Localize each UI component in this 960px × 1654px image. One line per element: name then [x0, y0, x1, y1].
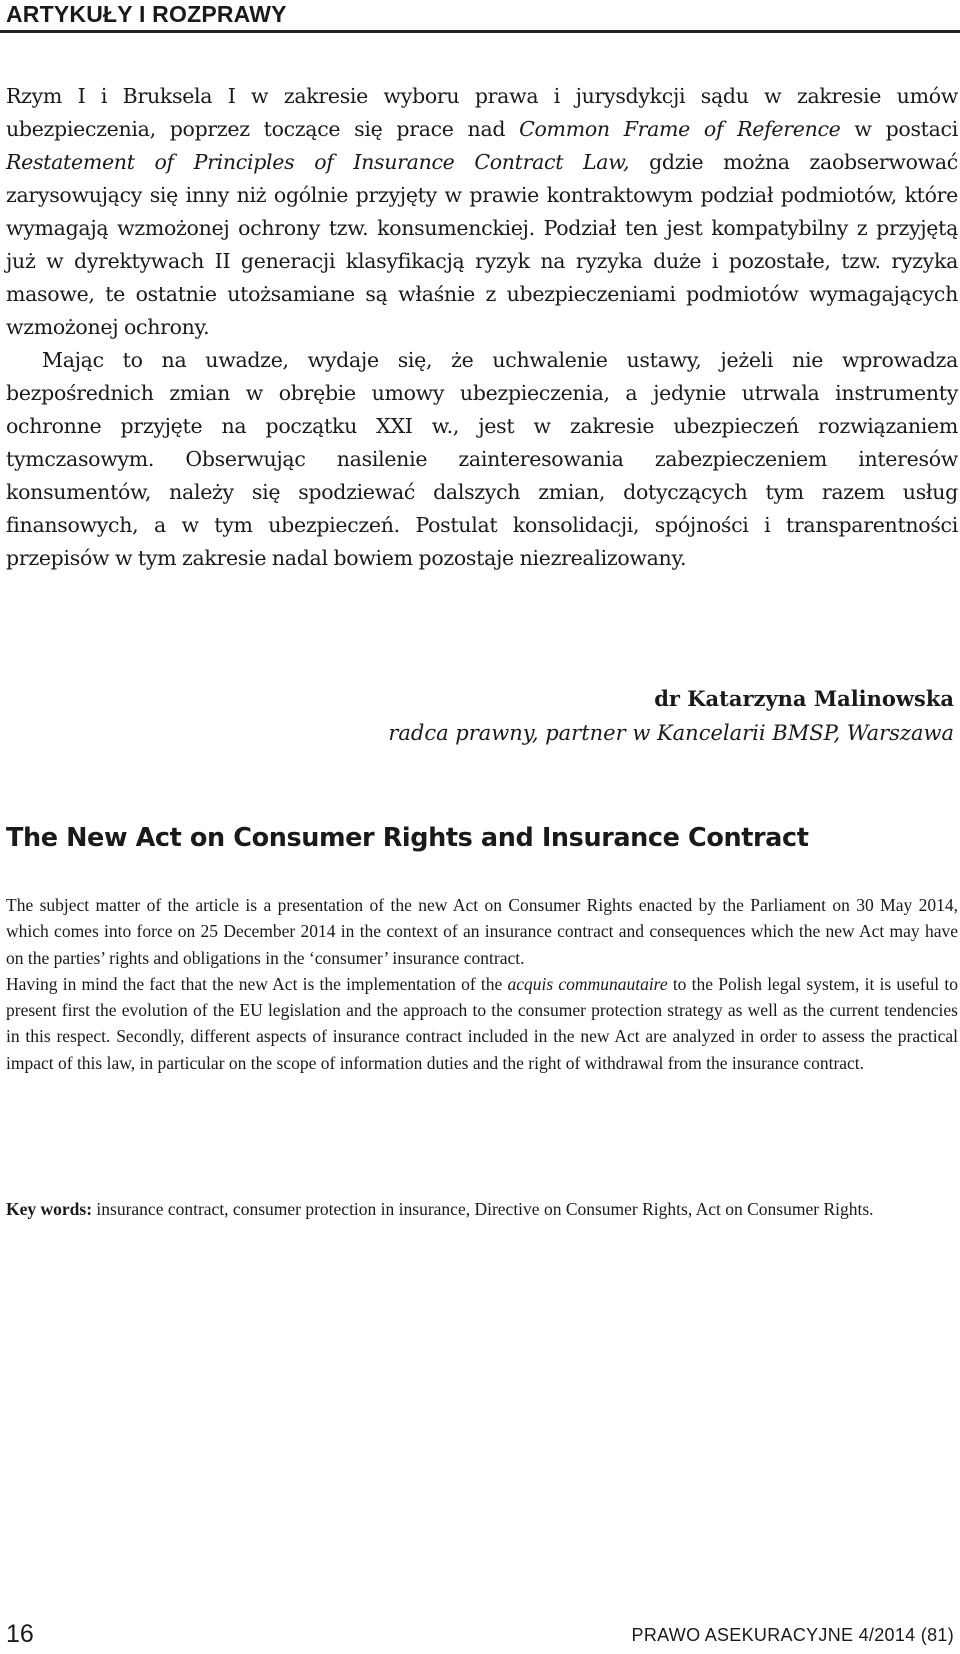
polish-body-text	[6, 80, 958, 575]
p1-italic-restatement: Restatement of Principles of Insurance Contract Law,	[6, 150, 630, 174]
polish-paragraph-1	[6, 80, 958, 344]
p2-text-end: to the Polish legal system, it is useful to present first the evolution of the EU legislation and the approach to the consumer protection strategy as well as the current tendencies in this respect. Secondly, different aspects of insurance contract included in the new Act are analyzed in order to assess the practical impact of this law, in particular on the scope of information duties and the right of withdrawal from the insurance contract.	[6, 973, 958, 1073]
p2-text-start: Having in mind the fact that the new Act is the implementation of the	[6, 973, 508, 994]
header-rule	[0, 30, 960, 33]
p1-text-end: gdzie można zaobserwować zarysowujący się inny niż ogólnie przyjęty w prawie kontraktowym podział podmiotów, które wymagają wzmożonej ochrony tzw. konsumenckiej. Podział ten jest kompatybilny z przyjętą już w dyrektywach II generacji klasyfikacją ryzyk na ryzyka duże i pozostałe, tzw. ryzyka masowe, te ostatnie utożsamiane są właśnie z ubezpieczeniami podmiotów wymagających wzmożonej ochrony.	[6, 150, 958, 339]
author-name: dr Katarzyna Malinowska	[654, 686, 954, 711]
p2-italic-acquis: acquis communautaire	[507, 973, 668, 994]
author-signature	[54, 682, 954, 750]
section-title: ARTYKUŁY I ROZPRAWY	[6, 1, 287, 27]
english-title: The New Act on Consumer Rights and Insurance Contract	[6, 823, 809, 853]
section-header	[6, 0, 960, 28]
abstract-paragraph-2	[6, 971, 958, 1076]
p1-text-mid: w postaci	[840, 117, 958, 141]
p1-italic-cfr: Common Frame of Reference	[519, 117, 841, 141]
author-role: radca prawny, partner w Kancelarii BMSP, Warszawa	[388, 721, 954, 745]
p1-text-start: Rzym I i Bruksela I w zakresie wyboru prawa i jurysdykcji sądu w zakresie umów ubezpieczenia, poprzez toczące się prace nad	[6, 84, 958, 141]
keywords-text: insurance contract, consumer protection in insurance, Directive on Consumer Rights, Act on Consumer Rights.	[92, 1199, 874, 1219]
polish-paragraph-2: Mając to na uwadze, wydaje się, że uchwalenie ustawy, jeżeli nie wprowadza bezpośrednich zmian w obrębie umowy ubezpieczenia, a jedynie utrwala instrumenty ochronne przyjęte na początku XXI w., jest w zakresie ubezpieczeń rozwiązaniem tymczasowym. Obserwując nasilenie zainteresowania zabezpieczeniem interesów konsumentów, należy się spodziewać dalszych zmian, dotyczących tym razem usług finansowych, a w tym ubezpieczeń. Postulat konsolidacji, spójności i transparentności przepisów w tym zakresie nadal bowiem pozostaje niezrealizowany.	[6, 348, 958, 570]
journal-footer: PRAWO ASEKURACYJNE 4/2014 (81)	[631, 1625, 954, 1645]
keywords	[6, 1196, 958, 1222]
abstract-paragraph-1: The subject matter of the article is a presentation of the new Act on Consumer Rights enacted by the Parliament on 30 May 2014, which comes into force on 25 December 2014 in the context of an insurance contract and consequences which the new Act may have on the parties’ rights and obligations in the ‘consumer’ insurance contract.	[6, 895, 958, 968]
keywords-label: Key words:	[6, 1199, 93, 1219]
english-abstract	[6, 892, 958, 1076]
page-number: 16	[6, 1620, 34, 1648]
